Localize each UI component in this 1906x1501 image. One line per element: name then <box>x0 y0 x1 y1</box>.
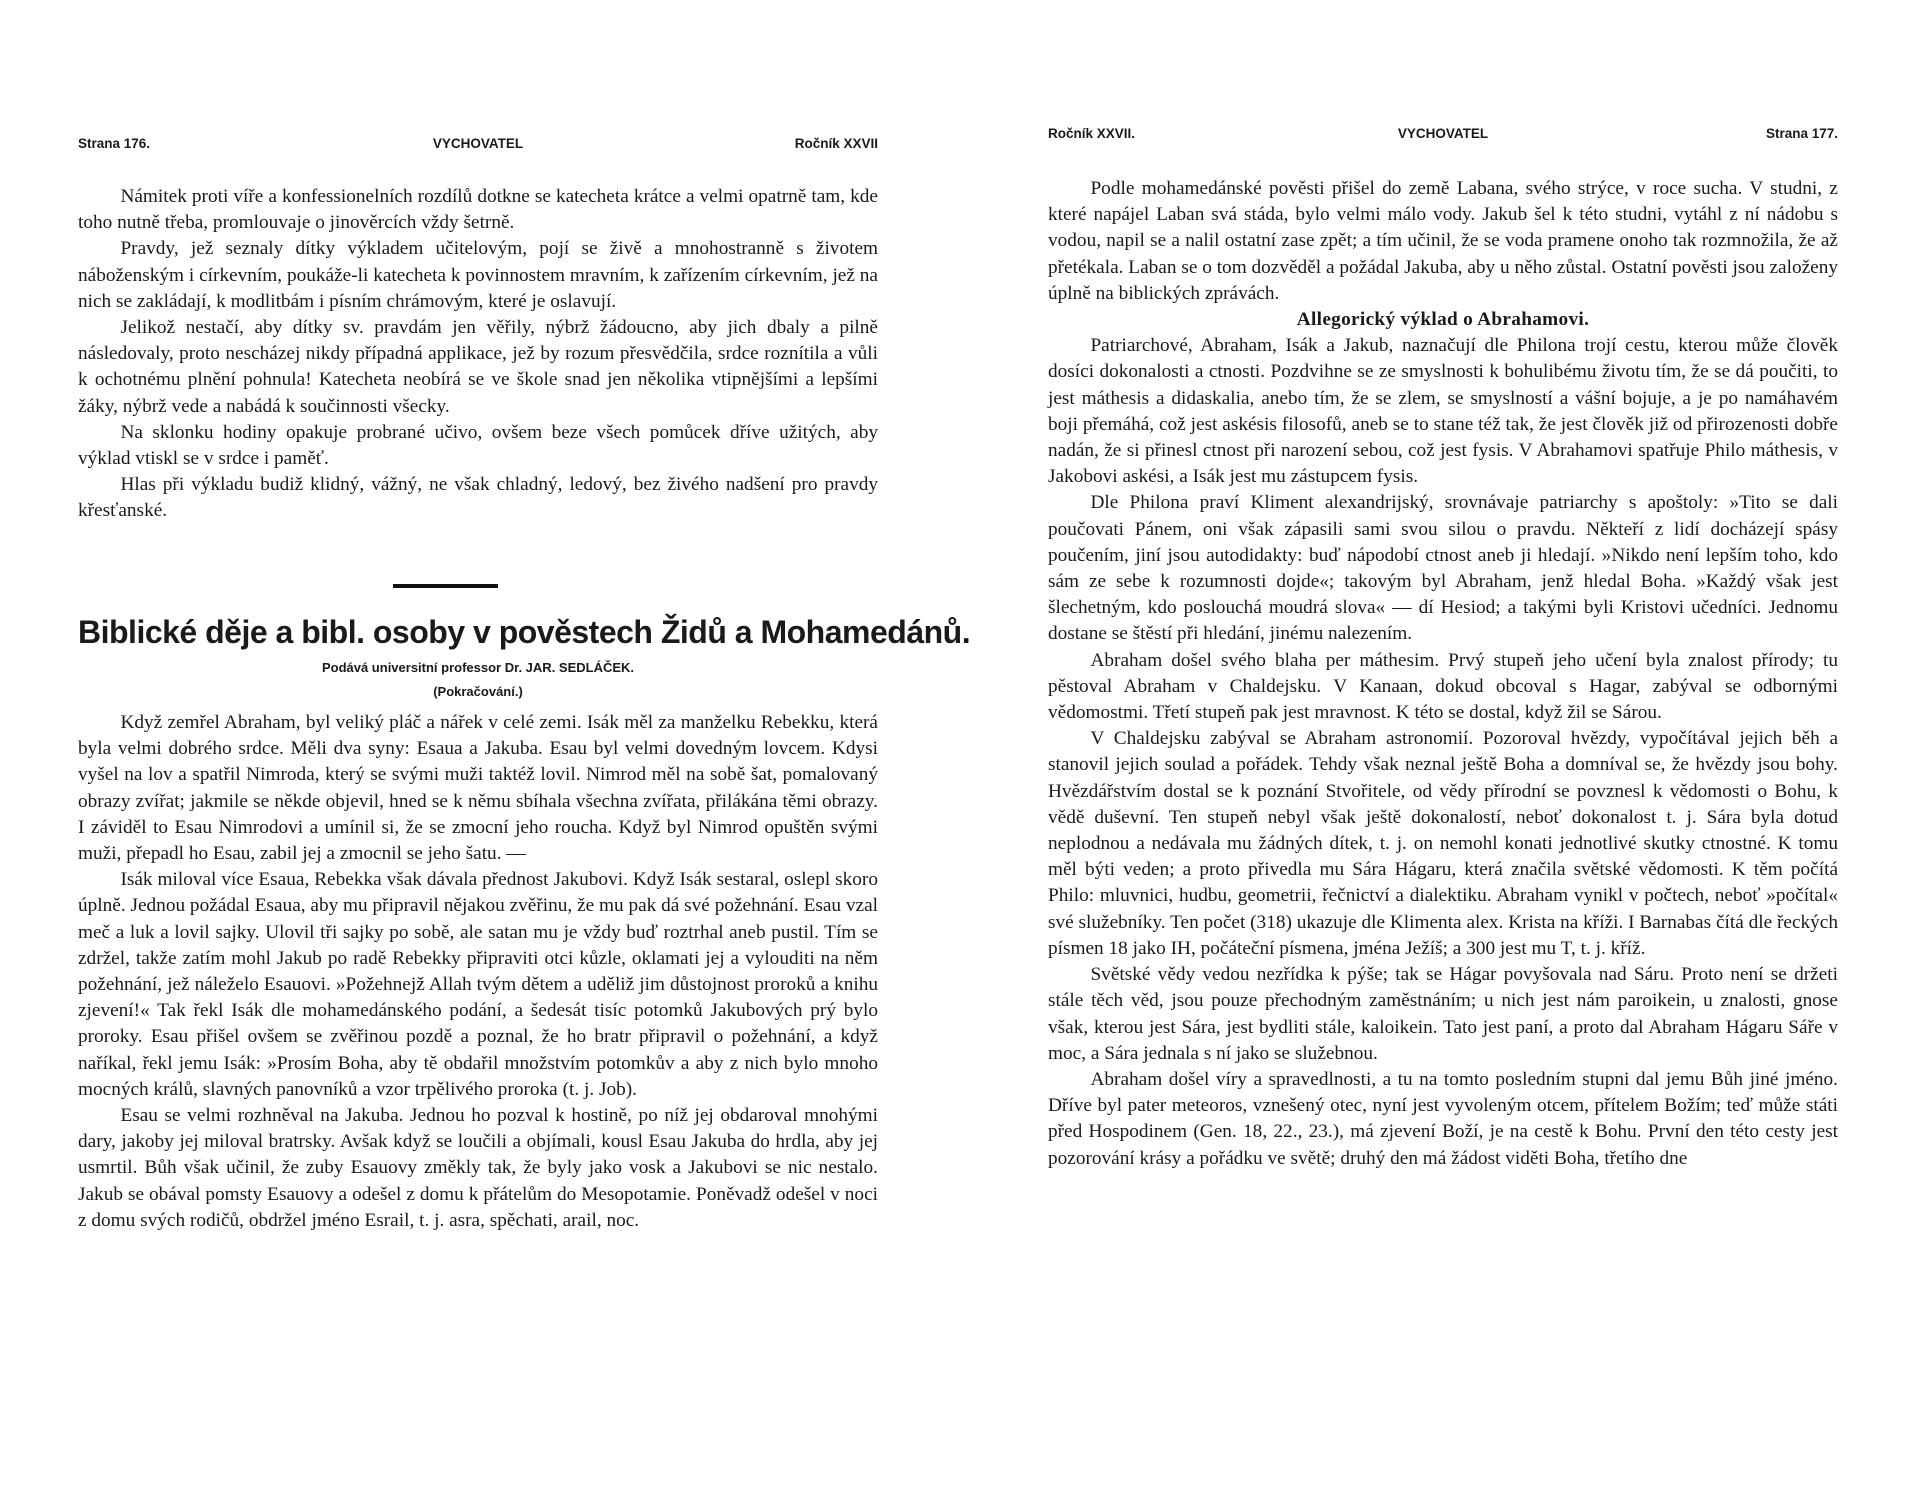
continuation-note: (Pokračování.) <box>433 684 523 699</box>
article-body <box>78 710 878 1234</box>
volume-label: Ročník XXVII. <box>1048 126 1136 141</box>
journal-title: VYCHOVATEL <box>432 136 524 151</box>
intro-section <box>78 184 878 525</box>
paragraph: Hlas při výkladu budiž klidný, vážný, ne však chladný, ledový, bez živého nadšení pro pravdy křesťanské. <box>78 474 878 522</box>
paragraph: Jelikož nestačí, aby dítky sv. pravdám jen věřily, nýbrž žádoucno, aby jich dbaly a pilně následovaly, proto nescházej nikdy případná applikace, jež by rozum přesvědčila, srdce roznítila a vůli k ochotnému plnění pohnula! Katecheta neobírá se ve škole snad jen několika vtipnějšími a lepšími žáky, nýbrž vede a nabádá k součinnosti všecky. <box>78 317 878 417</box>
paragraph: Patriarchové, Abraham, Isák a Jakub, naznačují dle Philona trojí cestu, kterou může člověk dosíci dokonalosti a ctnosti. Pozdvihne se ze smyslnosti k bohulibému životu tím, že se dá poučiti, to jest máthesis a didaskalia, anebo tím, že se zlem, se smyslností a vášní bojuje, a je po namáhavém boji přemáhá, což jest askésis filosofů, aneb se to stane též tak, že jest člověk již od přirozenosti dobře nadán, že si přinesl ctnost při narození sebou, což jest fysis. V Abrahamovi spatřuje Philo máthesis, v Jakobovi askési, a Isák jest mu zástupcem fysis. <box>1048 335 1838 488</box>
page-number: Strana 177. <box>1765 126 1838 141</box>
running-head-left <box>78 136 878 156</box>
paragraph: Abraham došel víry a spravedlnosti, a tu na tomto posledním stupni dal jemu Bůh jiné jméno. Dříve byl pater meteoros, vznešený otec, nyní jest vyvoleným otcem, přítelem Božím; teď může státi před Hospodinem (Gen. 18, 22., 23.), má zjevení Boží, je na cestě k Bohu. První den této cesty jest pozorování krásy a pořádku ve světě; druhý den má žádost viděti Boha, třetího dne <box>1048 1068 1838 1169</box>
paragraph: V Chaldejsku zabýval se Abraham astronomií. Pozoroval hvězdy, vypočítával jejich běh a stanovil jejich soulad a pořádek. Tehdy však neznal ještě Boha a domníval se, že hvězdy jsou bohy. Hvězdářstvím dostal se k poznání Stvořitele, od vědy přírodní se povznesl k vědomosti o Bohu, k vědě duševní. Ten stupeň nebyl však ještě dokonalostí, neboť dokonalost t. j. Sára byla dotud neplodnou a nedávala mu žádných dítek, t. j. on nemohl konati jednotlivé skutky ctnostné. K tomu měl býti veden; a proto přivedla mu Sára Hágaru, která značila světské vědomosti. K těm počítá Philo: mluvnici, hudbu, geometrii, řečnictví a dialektiku. Abraham vynikl v počtech, neboť »počítal« své služebníky. Ten počet (318) ukazuje dle Klimenta alex. Krista na kříži. I Barnabas čítá dle řeckých písmen 18 jako IH, počáteční písmena, jména Ježíš; a 300 jest mu T, t. j. kříž. <box>1048 728 1838 959</box>
section-subheading: Allegorický výklad o Abrahamovi. <box>1296 309 1590 331</box>
paragraph: Podle mohamedánské pověsti přišel do země Labana, svého strýce, v roce sucha. V studni, z které napájel Laban svá stáda, bylo velmi málo vody. Jakub šel k této studni, vytáhl z ní nádobu s vodou, napil se a nalil ostatní zase zpět; a tím učinil, že se voda pramene onoho tak rozmnožila, že až přetékala. Laban se o tom dozvěděl a požádal Jakuba, aby u něho zůstal. Ostatní pověsti jsou založeny úplně na biblických zprávách. <box>1048 178 1838 304</box>
paragraph: Světské vědy vedou nezřídka k pýše; tak se Hágar povyšovala nad Sáru. Proto není se držeti stále těch věd, jsou pouze přechodným zaměstnáním; u nich jest nám paroikein, u znalosti, gnose však, kterou jest Sára, jest bydliti stále, kaloikein. Tato jest paní, a proto dal Abraham Hágaru Sáře v moc, a Sára jednala s ní jako se služebnou. <box>1048 964 1838 1064</box>
paragraph: Dle Philona praví Kliment alexandrijský, srovnávaje patriarchy s apoštoly: »Tito se dali poučovati Pánem, oni však zápasili sami svou silou o pravdu. Někteří z lidí docházejí spásy poučením, jiní jsou autodidakty: buď nápodobí ctnost aneb ji hledají. »Nikdo není lepším toho, kdo sám ze sebe k rozumnosti dojde«; takovým byl Abraham, jenž hledal Boha. »Každý však jest šlechetným, kdo poslouchá moudrá slova« — dí Hesiod; a takými byli Kristovi učedníci. Jednomu dostane se štěstí při hledání, jinému nalezením. <box>1048 492 1838 645</box>
paragraph: Pravdy, jež seznaly dítky výkladem učitelovým, pojí se živě a mnohostranně s životem náboženským i církevním, poukáže-li katecheta k povinnostem mravním, k zařízením církevním, jež na nich se zakládají, k modlitbám i písním chrámovým, které je oslavují. <box>78 238 878 312</box>
paragraph: Esau se velmi rozhněval na Jakuba. Jednou ho pozval k hostině, po níž jej obdaroval mnohými dary, jakoby jej miloval bratrsky. Avšak když se loučili a objímali, kousl Esau Jakuba do hrdla, aby jej usmrtil. Bůh však učinil, že zuby Esauovy změkly tak, že byly jako vosk a Jakubovi se nic nestalo. Jakub se obával pomsty Esauovy a odešel z domu k přátelům do Mesopotamie. Poněvadž odešel v noci z domu svých rodičů, obdržel jméno Esrail, t. j. asra, spěchati, arail, noc. <box>78 1105 878 1231</box>
paragraph: Když zemřel Abraham, byl veliký pláč a nářek v celé zemi. Isák měl za manželku Rebekku, která byla velmi dobrého srdce. Měli dva syny: Esaua a Jakuba. Esau byl velmi dovedným lovcem. Kdysi vyšel na lov a spatřil Nimroda, který se svými muži taktéž lovil. Nimrod měl na sobě šat, pomalovaný obrazy zvířat; jakmile se někde objevil, hned se k němu sbíhala všechna zvířata, přilákána těmi obrazy. I záviděl to Esau Nimrodovi a umínil si, že se zmocní jeho roucha. Když byl Nimrod opuštěn svými muži, přepadl ho Esau, zabil jej a zmocnil se jeho šatu. — <box>78 712 878 865</box>
volume-label: Ročník XXVII <box>794 136 878 151</box>
article-byline: Podává universitní professor Dr. JAR. SEDLÁČEK. <box>321 660 635 675</box>
article-title: Biblické děje a bibl. osoby v pověstech Židů a Mohamedánů. <box>78 614 971 650</box>
running-head-right <box>1048 126 1838 146</box>
paragraph: Isák miloval více Esaua, Rebekka však dávala přednost Jakubovi. Když Isák sestaral, oslepl skoro úplně. Jednou požádal Esaua, aby mu připravil nějakou zvěřinu, že mu pak dá své požehnání. Esau vzal meč a luk a lovil sajky. Ulovil tři sajky po sobě, ale satan mu je vždy buď roztrhal aneb pustil. Tím se zdržel, takže zatím mohl Jakub po radě Rebekky připraviti otci kůzle, oklamati jej a vylouditi na něm požehnání, jež náleželo Esauovi. »Požehnejž Allah tvým dětem a uděliž jim důstojnost proroků a knihu zjevení!« Tak řekl Isák dle mohamedánského podání, a šedesát tisíc potomků Jakubových prý bylo proroky. Esau přišel ovšem se zvěřinou pozdě a poznal, že ho bratr připravil o požehnání, a když naříkal, řekl jemu Isák: »Prosím Boha, aby tě obdařil množstvím potomkův a aby z nich bylo mnoho mocných králů, slavných panovníků a vzor trpělivého proroka (t. j. Job). <box>78 869 878 1100</box>
journal-title: VYCHOVATEL <box>1397 126 1489 141</box>
paragraph: Námitek proti víře a konfessionelních rozdílů dotkne se katecheta krátce a velmi opatrně tam, kde toho nutně třeba, promlouvaje o jinověrcích vždy šetrně. <box>78 186 878 234</box>
paragraph: Abraham došel svého blaha per máthesim. Prvý stupeň jeho učení byla znalost přírody; tu pěstoval Abraham v Chaldejsku. V Kanaan, dokud obcoval s Hagar, zabýval se odbornými vědomostmi. Třetí stupeň pak jest mravnost. K této se dostal, když žil se Sárou. <box>1048 649 1838 724</box>
paragraph: Na sklonku hodiny opakuje probrané učivo, ovšem beze všech pomůcek dříve užitých, aby výklad vtiskl se v srdce i paměť. <box>78 421 878 470</box>
section-divider <box>393 584 498 588</box>
right-body <box>1048 176 1838 1172</box>
page-number: Strana 176. <box>78 136 151 151</box>
